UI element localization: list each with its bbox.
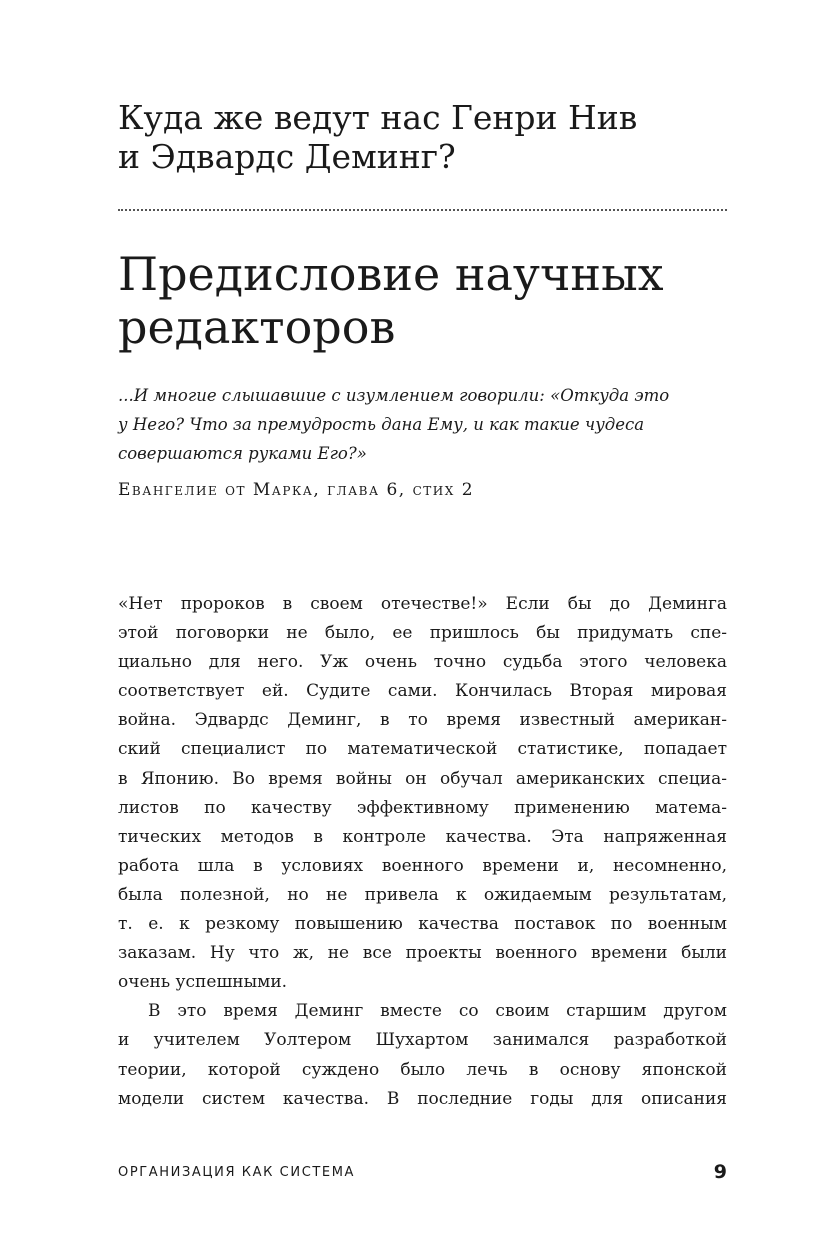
text-line: модели систем качества. В последние годы для описания <box>118 1088 727 1109</box>
epigraph-quote <box>118 381 727 468</box>
text-line: соответствует ей. Судите сами. Кончилась Вторая мировая <box>118 681 727 702</box>
section-title-line: редакторов <box>118 300 396 354</box>
epigraph-line: у Него? Что за премудрость дана Ему, и как такие чудеса <box>118 415 645 434</box>
body-text <box>118 590 727 1114</box>
page-number: 9 <box>713 1161 727 1183</box>
text-line: очень успешными. <box>118 972 288 993</box>
essay-title-line: Куда же ведут нас Генри Нив <box>118 98 638 137</box>
epigraph-source: Евангелие от Марка, глава 6, стих 2 <box>118 480 475 500</box>
essay-title <box>118 98 727 176</box>
epigraph-line: ...И многие слышавшие с изумлением говорили: «Откуда это <box>118 386 670 405</box>
text-line: листов по качеству эффективному применению матема- <box>118 797 727 818</box>
text-line: В это время Деминг вместе со своим старшим другом <box>148 1001 727 1022</box>
text-line: тических методов в контроле качества. Эта напряженная <box>118 826 727 847</box>
text-line: ский специалист по математической статистике, попадает <box>118 739 727 760</box>
section-title-line: Предисловие научных <box>118 247 664 301</box>
text-line: война. Эдвардс Деминг, в то время известный американ- <box>118 710 727 731</box>
book-page <box>118 0 727 1241</box>
text-line: теории, которой суждено было лечь в основу японской <box>118 1059 727 1080</box>
text-line: работа шла в условиях военного времени и, несомненно, <box>118 855 727 876</box>
paragraph <box>118 590 727 997</box>
text-line: циально для него. Уж очень точно судьба этого человека <box>118 652 727 673</box>
text-line: и учителем Уолтером Шухартом занимался разработкой <box>118 1030 727 1051</box>
essay-title-line: и Эдвардс Деминг? <box>118 137 456 176</box>
text-line: была полезной, но не привела к ожидаемым результатам, <box>118 884 727 905</box>
text-line: в Японию. Во время войны он обучал американских специа- <box>118 768 727 789</box>
text-line: «Нет пророков в своем отечестве!» Если бы до Деминга <box>118 594 727 614</box>
epigraph-line: совершаются руками Его?» <box>118 444 367 463</box>
text-line: т. е. к резкому повышению качества поставок по военным <box>118 914 727 935</box>
section-title <box>118 248 727 354</box>
running-title: ОРГАНИЗАЦИЯ КАК СИСТЕМА <box>118 1165 356 1180</box>
text-line: заказам. Ну что ж, не все проекты военного времени были <box>118 943 727 964</box>
dotted-divider <box>118 209 727 211</box>
paragraph <box>118 997 727 1113</box>
text-line: этой поговорки не было, ее пришлось бы придумать спе- <box>118 623 727 644</box>
